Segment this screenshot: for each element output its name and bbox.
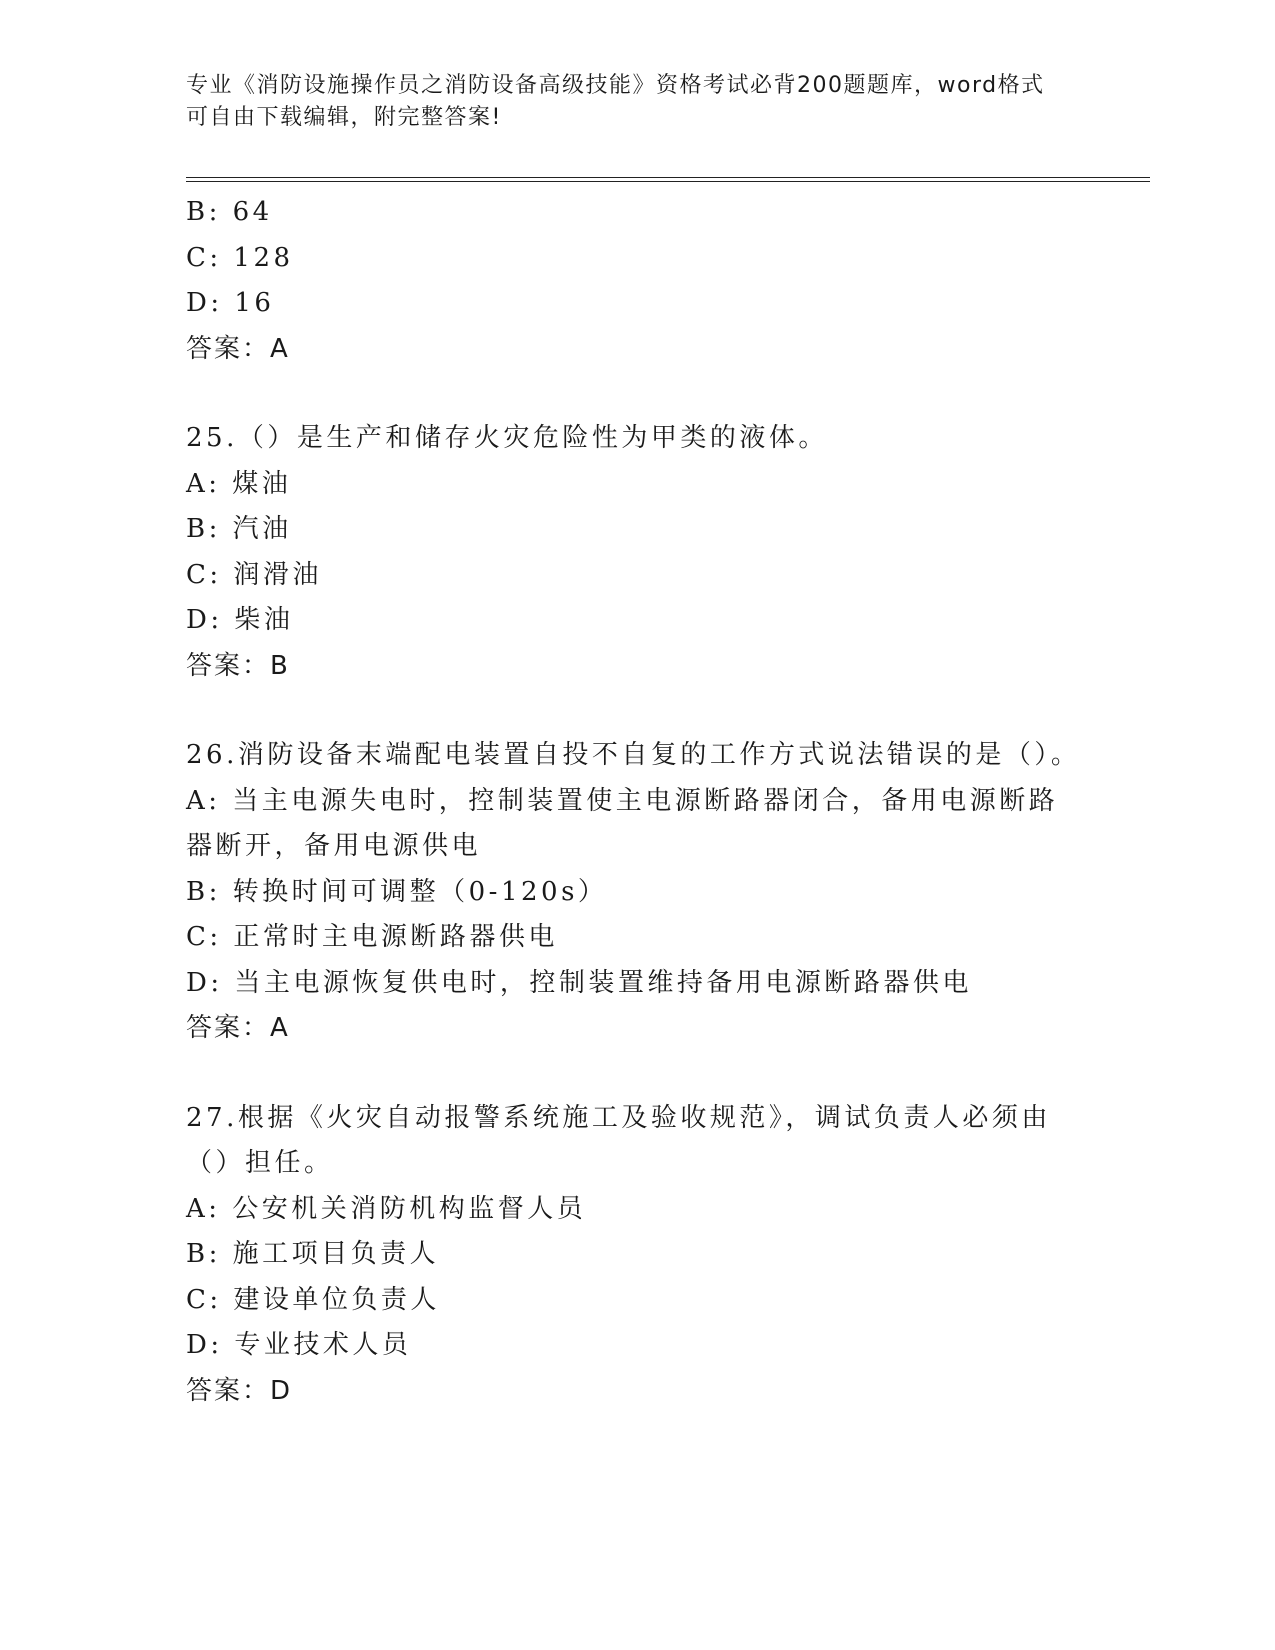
question-list <box>186 190 1086 1414</box>
question-27 <box>186 1096 1086 1415</box>
prev-question-tail <box>186 190 1086 372</box>
spacer <box>186 372 1086 416</box>
option-d: D: 柴油 <box>186 605 294 635</box>
document-header: 专业《消防设施操作员之消防设备高级技能》资格考试必背200题题库，word格式可自由下载编辑，附完整答案! <box>186 73 1045 130</box>
header-divider-top <box>186 177 1150 178</box>
answer-line: 答案：A <box>186 1013 290 1043</box>
option-a: A: 煤油 <box>186 468 292 499</box>
question-stem: 27.根据《火灾自动报警系统施工及验收规范》，调试负责人必须由（）担任。 <box>186 1102 1051 1178</box>
option-a: A: 公安机关消防机构监督人员 <box>186 1193 587 1224</box>
option-c: C: 建设单位负责人 <box>186 1284 440 1315</box>
option-b: B: 64 <box>186 197 273 227</box>
question-stem: 25.（）是生产和储存火灾危险性为甲类的液体。 <box>186 423 828 453</box>
option-c: C: 正常时主电源断路器供电 <box>186 922 558 952</box>
option-a: A: 当主电源失电时，控制装置使主电源断路器闭合，备用电源断路器断开，备用电源供电 <box>186 785 1059 861</box>
option-b: B: 施工项目负责人 <box>186 1239 440 1269</box>
option-d: D: 专业技术人员 <box>186 1330 412 1360</box>
option-c: C: 128 <box>186 242 294 273</box>
answer-line: 答案：B <box>186 650 290 681</box>
question-26 <box>186 733 1086 1052</box>
spacer <box>186 689 1086 733</box>
spacer <box>186 1052 1086 1096</box>
answer-line: 答案：A <box>186 333 290 364</box>
option-c: C: 润滑油 <box>186 559 322 590</box>
question-stem: 26.消防设备末端配电装置自投不自复的工作方式说法错误的是（）。 <box>186 740 1081 770</box>
option-d: D: 当主电源恢复供电时，控制装置维持备用电源断路器供电 <box>186 967 972 998</box>
option-b: B: 汽油 <box>186 514 292 544</box>
option-b: B: 转换时间可调整（0-120s） <box>186 876 608 907</box>
option-d: D: 16 <box>186 288 275 318</box>
answer-line: 答案：D <box>186 1375 293 1406</box>
header-divider-bottom <box>186 181 1150 182</box>
question-25 <box>186 416 1086 689</box>
